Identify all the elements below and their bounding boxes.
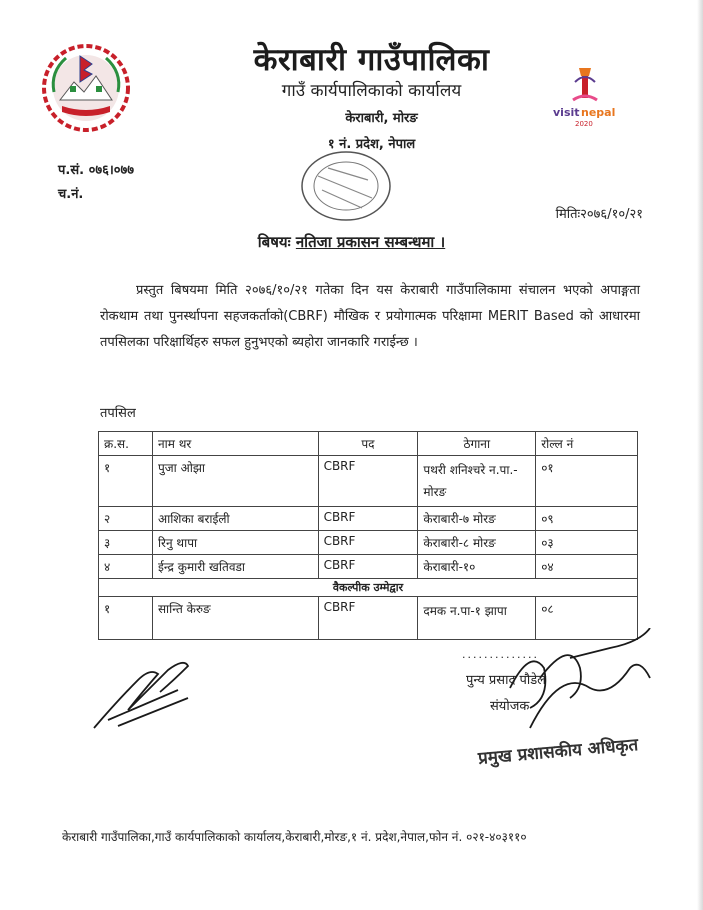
- signatory-role: संयोजक: [490, 699, 530, 714]
- cell-post: CBRF: [318, 597, 418, 640]
- cell-roll: ०१: [536, 456, 638, 507]
- cell-serial: ३: [99, 531, 153, 555]
- chief-officer-stamp: प्रमुख प्रशासकीय अधिकृत: [477, 735, 640, 769]
- cell-address: केराबारी-८ मोरङ: [418, 531, 536, 555]
- body-paragraph: प्रस्तुत बिषयमा मिति २०७६/१०/२१ गतेका दिन यस केराबारी गाउँपालिकामा संचालन भएको अपाङ्गता रोकथाम तथा पुनर्स्थापना सहजकर्ताको(CBRF) मौखिक र प्रयोगात्मक परिक्षामा MERIT Based को आधारमा तपसिलका परिक्षार्थिहरु सफल हुनुभएको ब्यहोरा जानकारि गराईन्छ ।: [100, 283, 640, 350]
- svg-text:nepal: nepal: [581, 106, 616, 119]
- cell-address: पथरी शनिश्चरे न.पा.-मोरङ: [418, 456, 536, 507]
- signature-dots: ..............: [462, 648, 539, 661]
- letter-date: मितिः२०७६/१०/२१: [555, 207, 643, 222]
- cell-name: आशिका बराईली: [152, 507, 318, 531]
- subject-label: बिषयः: [257, 233, 291, 251]
- signatory-name: पुन्य प्रसाद पौडेल: [466, 673, 546, 688]
- header-post: पद: [318, 432, 418, 456]
- office-title: केराबारी गाउँपालिका: [253, 42, 490, 78]
- results-table: [98, 431, 638, 640]
- footer-address: केराबारी गाउँपालिका,गाउँ कार्यपालिकाको कार्यालय,केराबारी,मोरङ,१ नं. प्रदेश,नेपाल,फोन नं. ०२१-४०३११०: [62, 830, 527, 844]
- cell-name: पुजा ओझा: [152, 456, 318, 507]
- table-header-row: [99, 432, 638, 456]
- cell-post: CBRF: [318, 507, 418, 531]
- table-row: [99, 531, 638, 555]
- cell-address: दमक न.पा-१ झापा: [418, 597, 536, 640]
- cell-roll: ०९: [536, 507, 638, 531]
- cell-post: CBRF: [318, 456, 418, 507]
- cell-address: केराबारी-७ मोरङ: [418, 507, 536, 531]
- dispatch-number: च.नं.: [58, 187, 84, 202]
- address-line-1: केराबारी, मोरङ: [345, 111, 418, 126]
- cell-serial: ४: [99, 555, 153, 579]
- cell-serial: १: [99, 597, 153, 640]
- cell-roll: ०८: [536, 597, 638, 640]
- cell-roll: ०३: [536, 531, 638, 555]
- cell-address: केराबारी-१०: [418, 555, 536, 579]
- handwritten-signature-left: [88, 640, 208, 744]
- subject-text: नतिजा प्रकासन सम्बन्धमा ।: [295, 233, 446, 251]
- table-caption: तपसिल: [100, 406, 136, 421]
- cell-serial: २: [99, 507, 153, 531]
- subject-line: [0, 232, 703, 252]
- address-line-2: १ नं. प्रदेश, नेपाल: [327, 137, 416, 152]
- cell-name: ईन्द्र कुमारी खतिवडा: [152, 555, 318, 579]
- alternate-candidate-row: [99, 579, 638, 597]
- table-row: [99, 456, 638, 507]
- svg-text:visit: visit: [553, 106, 580, 119]
- table-row: [99, 507, 638, 531]
- alternate-candidate-label: वैकल्पीक उम्मेद्वार: [99, 579, 638, 597]
- cell-name: सान्ति केरुङ: [152, 597, 318, 640]
- office-seal-stamp: [298, 150, 398, 230]
- header-roll: रोल्ल नं: [536, 432, 638, 456]
- cell-post: CBRF: [318, 531, 418, 555]
- header-address: ठेगाना: [418, 432, 536, 456]
- cell-roll: ०४: [536, 555, 638, 579]
- svg-text:2020: 2020: [575, 120, 593, 128]
- office-subtitle: गाउँ कार्यपालिकाको कार्यालय: [281, 81, 462, 101]
- header-name: नाम थर: [152, 432, 318, 456]
- reference-number: प.सं. ०७६।०७७: [58, 163, 135, 178]
- cell-post: CBRF: [318, 555, 418, 579]
- cell-serial: १: [99, 456, 153, 507]
- cell-name: रिनु थापा: [152, 531, 318, 555]
- table-row: [99, 555, 638, 579]
- header-serial: क्र.स.: [99, 432, 153, 456]
